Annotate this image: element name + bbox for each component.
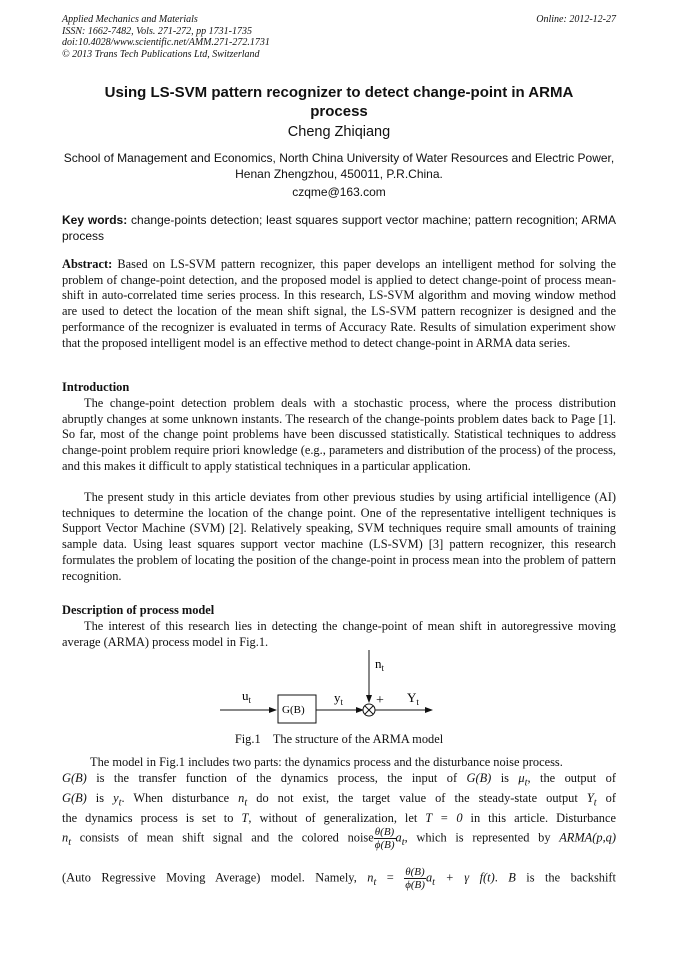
journal-header bbox=[62, 14, 270, 60]
introduction-heading: Introduction bbox=[62, 380, 130, 394]
journal-name: Applied Mechanics and Materials bbox=[62, 14, 198, 25]
model-heading: Description of process model bbox=[62, 603, 215, 617]
model-line-4: the dynamics process is set to T, without of generalization, let T = 0 in this article. Disturbance bbox=[62, 811, 616, 825]
keywords-text: change-points detection; least squares support vector machine; pattern recognition; ARMA process bbox=[62, 213, 616, 243]
model-line-3: G(B) is $y_t$. When disturbance $n_t$ do not exist, the target value of the steady-state output $Y_t$ of bbox=[62, 791, 616, 809]
noise-label: $n_t$ bbox=[375, 656, 385, 673]
email: czqme@163.com bbox=[292, 185, 386, 199]
model-line-2: G(B) is the transfer function of the dynamics process, the input of G(B) is $\mu_t$, the output of bbox=[62, 771, 616, 789]
theta-over-phi-fraction: $\frac{\theta(B)}{\phi(B)}$ bbox=[374, 826, 395, 851]
model-paragraph-2-line-1: The model in Fig.1 includes two parts: the dynamics process and the disturbance noise process. bbox=[90, 755, 563, 769]
copyright: © 2013 Trans Tech Publications Ltd, Switzerland bbox=[62, 48, 260, 60]
output-label: $Y_t$ bbox=[407, 690, 419, 707]
input-label: $u_t$ bbox=[242, 688, 252, 705]
theta-over-phi-fraction-2: $\frac{\theta(B)}{\phi(B)}$ bbox=[405, 866, 425, 891]
introduction-paragraph-2: The present study in this article deviates from other previous studies by using artificial intelligence (AI) techniques to determine the location of the change point. One of the representative intelligent techniques is Support Vector Machine (SVM) [2]. Relatively speaking, SVM techniques require small amounts of training sample data. Using least squares support vector machine (LS-SVM) [3] pattern recognizer, this research formulates the problem of locating the position of the change-point in process mean into the problem of pattern recognition. bbox=[62, 490, 616, 583]
mid-label: $y_t$ bbox=[334, 690, 344, 707]
online-date: Online: 2012-12-27 bbox=[536, 14, 616, 25]
abstract-label: Abstract: bbox=[62, 257, 113, 271]
block-label: G(B) bbox=[282, 704, 305, 716]
introduction-paragraph-1: The change-point detection problem deals with a stochastic process, where the process distribution abruptly changes at some unknown instants. The research of the change-points problem dates back to Page [1]. So far, most of the change point problems have been discussed statistically. Statistical techniques to address change-point problem require priori knowledge (e.g., parameters and distribution of the process) of the process, and this makes it difficult to apply statistical techniques in a particular application. bbox=[62, 396, 616, 473]
figure-caption: Fig.1 The structure of the ARMA model bbox=[234, 732, 444, 746]
doi: doi:10.4028/www.scientific.net/AMM.271-272.1731 bbox=[62, 37, 270, 48]
affiliation: School of Management and Economics, North China University of Water Resources and Electric Power, Henan Zhengzhou, 450011, P.R.China. bbox=[63, 151, 615, 181]
abstract bbox=[62, 257, 616, 351]
model-line-6: (Auto Regressive Moving Average) model. Namely, $n_t$ = $\frac{\theta(B)}{\phi(B)}$ $a_t + \gamma$ f(t). B is the backshift bbox=[62, 866, 616, 891]
keywords bbox=[62, 212, 616, 244]
model-paragraph-1: The interest of this research lies in detecting the change-point of mean shift in autoregressive moving average (ARMA) process model in Fig.1. bbox=[62, 619, 616, 649]
keywords-label: Key words: bbox=[62, 213, 128, 227]
model-line-5: $n_t$ consists of mean shift signal and the colored noise $\frac{\theta(B)}{\phi(B)}$ $a_t$, which is represented by ARMA(p,q) bbox=[62, 826, 616, 851]
plus-sign: + bbox=[376, 693, 384, 708]
abstract-text: Based on LS-SVM pattern recognizer, this paper develops an intelligent method for solving the problem of change-point detection, and the proposed model is applied to detect change-point of process mean-shift in auto-correlated time series process. In this research, LS-SVM algorithm and moving window method are used to detect the location of the mean shift signal, the LS-SVM pattern recognizer is designed and the performance of the recognizer is evaluated in terms of Accuracy Rate. Results of simulation experiment show that the proposed intelligent model is an effective method to detect change-point in ARMA data series. bbox=[62, 257, 616, 350]
arma-structure-figure bbox=[220, 646, 450, 726]
issn: ISSN: 1662-7482, Vols. 271-272, pp 1731-1735 bbox=[62, 25, 252, 37]
paper-title: Using LS-SVM pattern recognizer to detect change-point in ARMA process bbox=[104, 84, 574, 120]
author: Cheng Zhiqiang bbox=[287, 124, 391, 140]
